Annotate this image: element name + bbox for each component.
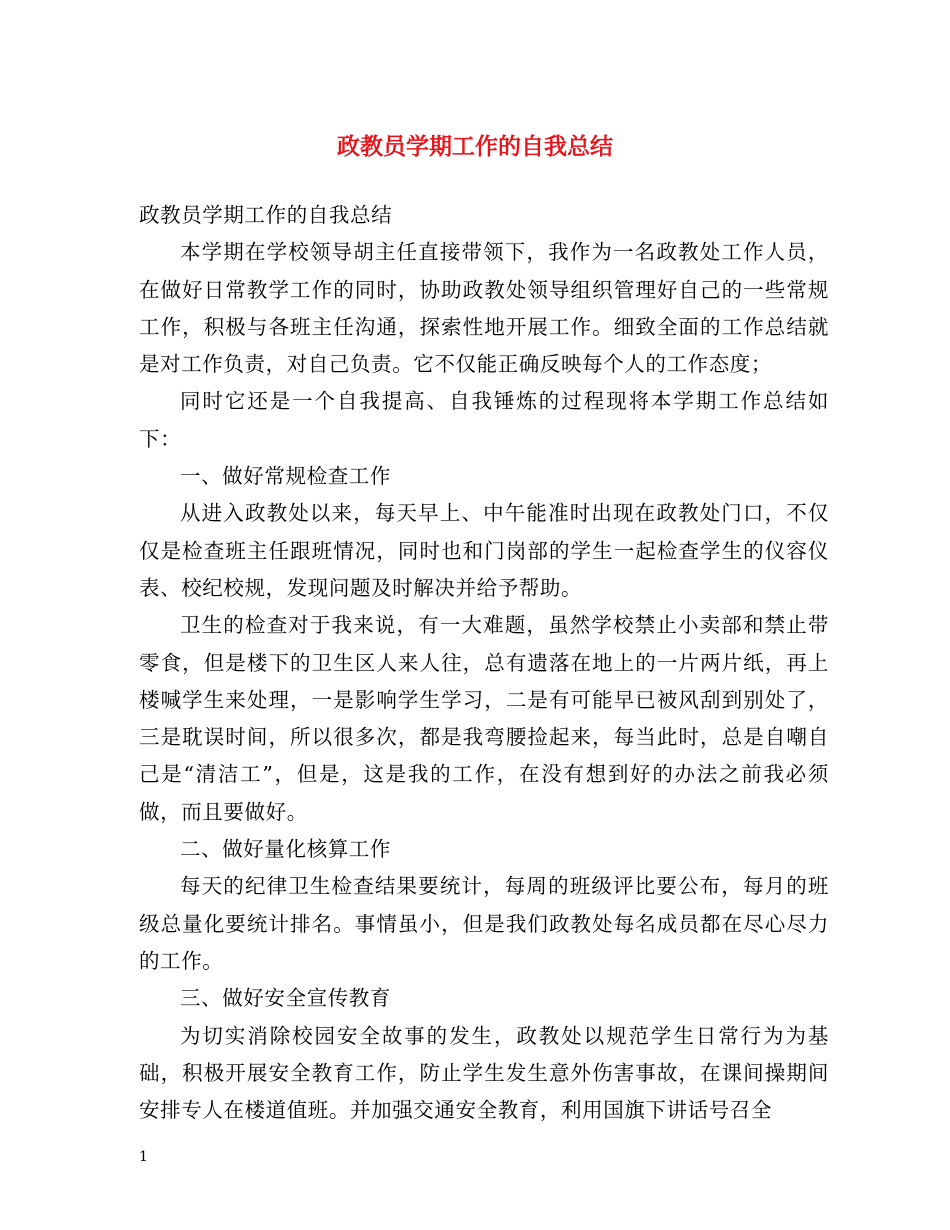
- section-heading-1: 一、做好常规检查工作: [180, 464, 391, 489]
- paragraph-intro: 本学期在学校领导胡主任直接带领下，我作为一名政教处工作人员，在做好日常教学工作的同时，协助政教处领导组织管理好自己的一些常规工作，积极与各班主任沟通，探索性地开展工作。细致全面的工作总结就是对工作负责，对自己负责。它不仅能正确反映每个人的工作态度；: [139, 240, 829, 377]
- paragraph-section-3: 为切实消除校园安全故事的发生，政教处以规范学生日常行为为基础，积极开展安全教育工作，防止学生发生意外伤害事故，在课间操期间安排专人在楼道值班。并加强交通安全教育，利用国旗下讲话号召全: [139, 1023, 829, 1123]
- page-number: 1: [139, 1149, 148, 1165]
- section-heading-3: 三、做好安全宣传教育: [180, 986, 391, 1011]
- paragraph-hygiene: 卫生的检查对于我来说，有一大难题，虽然学校禁止小卖部和禁止带零食，但是楼下的卫生区人来人往，总有遗落在地上的一片两片纸，再上楼喊学生来处理，一是影响学生学习，二是有可能早已被风刮到别处了，三是耽误时间，所以很多次，都是我弯腰捡起来，每当此时，总是自嘲自己是“清洁工”，但是，这是我的工作，在没有想到好的办法之前我必须做，而且要做好。: [139, 613, 829, 824]
- section-heading-2: 二、做好量化核算工作: [180, 837, 391, 862]
- document-body: [139, 197, 829, 1129]
- paragraph-section-1: 从进入政教处以来，每天早上、中午能准时出现在政教处门口，不仅仅是检查班主任跟班情况，同时也和门岗部的学生一起检查学生的仪容仪表、校纪校规，发现问题及时解决并给予帮助。: [139, 501, 829, 600]
- paragraph-subtitle: 政教员学期工作的自我总结: [139, 203, 393, 227]
- paragraph-section-2: 每天的纪律卫生检查结果要统计，每周的班级评比要公布，每月的班级总量化要统计排名。事情虽小，但是我们政教处每名成员都在尽心尽力的工作。: [139, 874, 829, 973]
- document-title: 政教员学期工作的自我总结: [337, 133, 613, 160]
- paragraph-intro-continued: 同时它还是一个自我提高、自我锤炼的过程现将本学期工作总结如下：: [139, 389, 829, 451]
